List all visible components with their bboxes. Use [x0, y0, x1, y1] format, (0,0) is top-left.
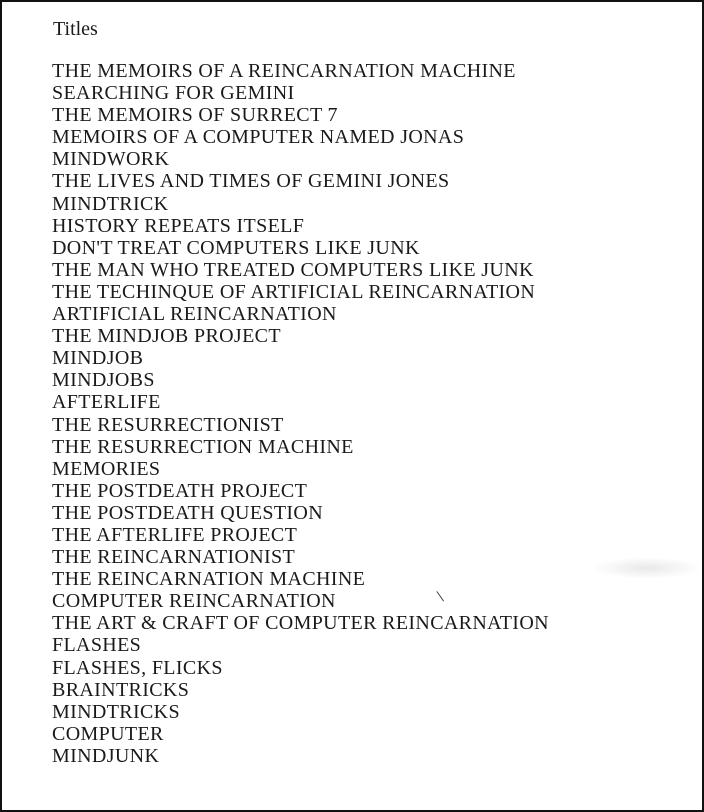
title-item: THE RESURRECTIONIST	[52, 413, 284, 436]
title-item: THE LIVES AND TIMES OF GEMINI JONES	[52, 170, 450, 193]
title-item: THE TECHINQUE OF ARTIFICIAL REINCARNATION	[52, 280, 536, 303]
title-item: DON'T TREAT COMPUTERS LIKE JUNK	[52, 236, 420, 259]
title-item: MEMORIES	[52, 457, 161, 480]
title-item: FLASHES, FLICKS	[52, 656, 223, 679]
title-item: THE MINDJOB PROJECT	[52, 325, 281, 348]
title-item: AFTERLIFE	[52, 391, 161, 414]
title-item: THE AFTERLIFE PROJECT	[52, 523, 298, 546]
title-item: COMPUTER	[52, 722, 164, 745]
title-item: FLASHES	[52, 634, 142, 657]
title-item: MINDJOB	[52, 347, 144, 370]
title-item: THE REINCARNATIONIST	[52, 546, 296, 569]
title-item: MINDJOBS	[52, 369, 155, 392]
title-item: THE MAN WHO TREATED COMPUTERS LIKE JUNK	[52, 258, 534, 281]
title-list	[52, 60, 549, 767]
title-item: MINDTRICK	[52, 192, 169, 215]
title-item: MINDWORK	[52, 148, 170, 171]
title-item: MINDJUNK	[52, 744, 160, 767]
paper-smudge	[592, 557, 702, 579]
title-item: HISTORY REPEATS ITSELF	[52, 214, 305, 237]
title-item: SEARCHING FOR GEMINI	[52, 82, 295, 105]
title-item: THE ART & CRAFT OF COMPUTER REINCARNATION	[52, 612, 549, 635]
title-item: BRAINTRICKS	[52, 678, 190, 701]
title-item: MINDTRICKS	[52, 700, 180, 723]
title-item: THE MEMOIRS OF A REINCARNATION MACHINE	[52, 60, 516, 82]
title-item: THE REINCARNATION MACHINE	[52, 568, 366, 591]
title-item: ARTIFICIAL REINCARNATION	[52, 303, 337, 326]
title-item: THE MEMOIRS OF SURRECT 7	[52, 104, 338, 127]
title-item: COMPUTER REINCARNATION	[52, 590, 336, 613]
title-item: MEMOIRS OF A COMPUTER NAMED JONAS	[52, 126, 465, 149]
title-item: THE POSTDEATH PROJECT	[52, 479, 308, 502]
page-heading: Titles	[53, 18, 98, 40]
title-item: THE POSTDEATH QUESTION	[52, 501, 324, 524]
title-item: THE RESURRECTION MACHINE	[52, 435, 354, 458]
